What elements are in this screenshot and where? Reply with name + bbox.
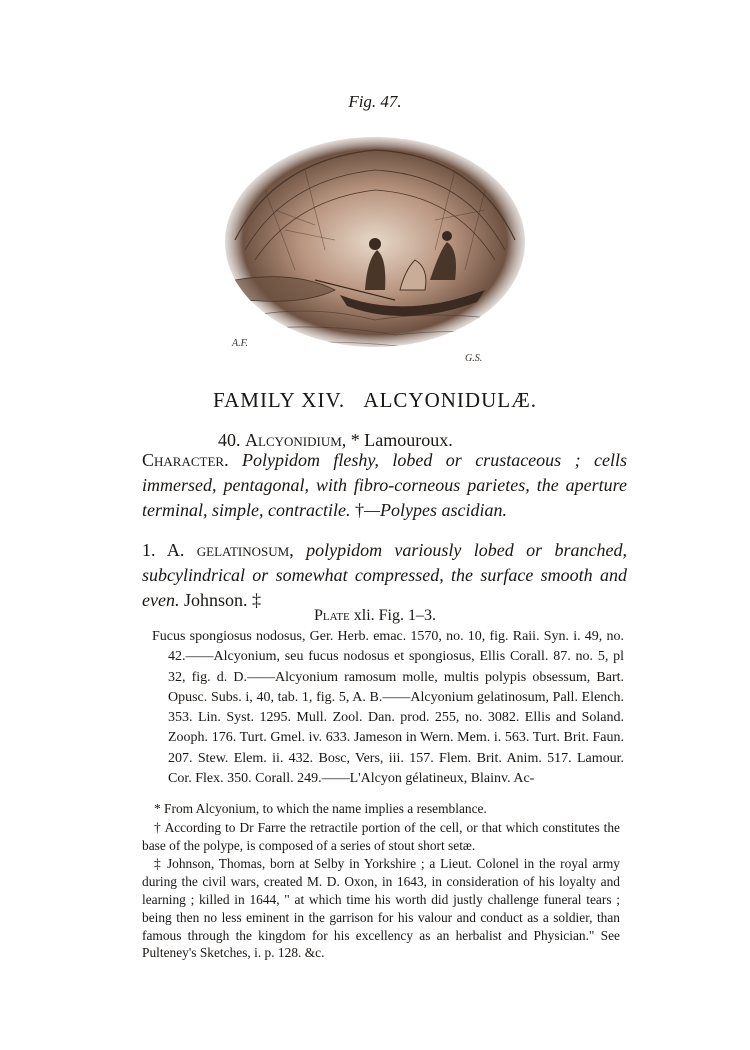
footnotes (142, 800, 620, 963)
footnote-star: * From Alcyonium, to which the name implies a resemblance. (154, 801, 487, 816)
character-label: Character. (142, 450, 229, 470)
engraving-illustration (215, 130, 535, 370)
plate-figure-ref: xli. Fig. 1–3. (353, 607, 436, 624)
genus-footnote-mark: * (350, 430, 360, 450)
engraver-signature-left: A.F. (232, 338, 248, 349)
species-name: gelatinosum, (196, 540, 294, 560)
species-footnote-mark: ‡ (251, 590, 261, 610)
synonymy-block (152, 627, 624, 789)
figure-label: Fig. 47. (348, 92, 402, 111)
engraver-signature-right: G.S. (465, 353, 483, 364)
character-footnote-mark: † (354, 500, 364, 520)
plate-label: Plate (313, 607, 350, 624)
family-heading (0, 388, 750, 413)
genus-character (142, 448, 627, 523)
cave-boat-engraving (215, 130, 535, 370)
footnote-double-dagger: ‡ Johnson, Thomas, born at Selby in Yorkshire ; a Lieut. Colonel in the royal army during the civil wars, created M. D. Oxon, in 1643, in consideration of his loyalty and learning ; killed in 1644, " at which time his worth did justly challenge funeral tears ; being then no less eminent in the garrison for his valour and conduct as a soldier, than famous through the kingdom for his excellency as an herbalist and Physician." See Pulteney's Sketches, i. p. 128. &c. (142, 856, 620, 961)
species-authority: Johnson. (183, 590, 248, 610)
species-genus-abbrev: A. (166, 540, 185, 560)
character-text: Polypidom fleshy, lobed or crustaceous ; cells immersed, pentagonal, with fibro-corneous parietes, the aperture terminal, simple, contractile. (142, 450, 628, 520)
plate-reference (0, 607, 750, 625)
synonymy-text: Fucus spongiosus nodosus, Ger. Herb. emac. 1570, no. 10, fig. Raii. Syn. i. 49, no. 42.——Alcyonium, seu fucus nodosus et spongiosus, Ellis Corall. 87. no. 5, pl 32, fig. d. D.——Alcyonium ramosum molle, multis polypis obsessum, Bart. Opusc. Subs. i, 40, tab. 1, fig. 5, A. B.——Alcyonium gelatinosum, Pall. Elench. 353. Lin. Syst. 1295. Mull. Zool. Dan. prod. 255, no. 3082. Ellis and Soland. Zooph. 176. Turt. Gmel. iv. 633. Jameson in Wern. Mem. i. 563. Turt. Brit. Faun. 207. Stew. Elem. ii. 432. Bosc, Vers, iii. 157. Flem. Brit. Anim. 517. Lamour. Cor. Flex. 350. Corall. 249.——L'Alcyon gélatineux, Blainv. Ac- (152, 629, 624, 787)
species-description: polypidom variously lobed or branched, subcylindrical or somewhat compressed, the surface smooth and even. (142, 540, 628, 610)
family-number: FAMILY XIV. (212, 388, 346, 412)
genus-author: Lamouroux. (364, 430, 453, 450)
genus-name: Alcyonidium, (245, 430, 347, 450)
genus-number: 40. (218, 430, 241, 450)
species-entry (142, 538, 627, 613)
species-number: 1. (142, 540, 156, 560)
footnote-dagger: † According to Dr Farre the retractile portion of the cell, or that which constitutes the base of the polype, is composed of a series of stout short setæ. (142, 819, 620, 853)
family-name: ALCYONIDULÆ. (363, 388, 537, 412)
character-dash-text: —Polypes ascidian. (363, 500, 507, 520)
